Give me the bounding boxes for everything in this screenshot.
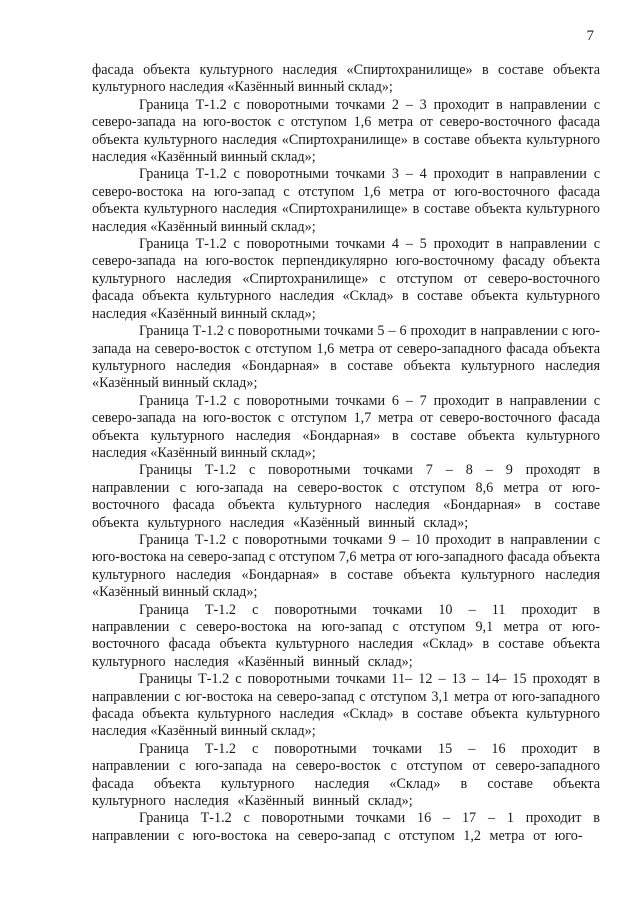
paragraph: Граница Т-1.2 с поворотными точками 15 – 16 проходит в направлении с юго-запада на северо-восток с отступом от северо-западного фасада объекта культурного наследия «Склад» в составе объекта культурного наследия «Казённый винный склад»; [92,740,600,810]
paragraph: фасада объекта культурного наследия «Спиртохранилище» в составе объекта культурного наследия «Казённый винный склад»; [92,62,600,96]
paragraph: Границы Т-1.2 с поворотными точками 11– 12 – 13 – 14– 15 проходят в направлении с юг-востока на северо-запад с отступом 3,1 метра от юго-западного фасада объекта культурного наследия «Склад» в составе объекта культурного наследия «Казённый винный склад»; [92,671,600,740]
page-number: 7 [586,28,594,44]
paragraph: Граница Т-1.2 с поворотными точками 6 – 7 проходит в направлении с северо-запада на юго-восток с отступом 1,7 метра от северо-восточного фасада объекта культурного наследия «Бондарная» в составе объекта культурного наследия «Казённый винный склад»; [92,392,600,461]
paragraph: Граница Т-1.2 с поворотными точками 5 – 6 проходит в направлении с юго-запада на северо-восток с отступом 1,6 метра от северо-западного фасада объекта культурного наследия «Бондарная» в составе объекта культурного наследия «Казённый винный склад»; [92,323,600,392]
paragraph: Граница Т-1.2 с поворотными точками 2 – 3 проходит в направлении с северо-запада на юго-восток с отступом 1,6 метра от северо-восточного фасада объекта культурного наследия «Спиртохранилище» в составе объекта культурного наследия «Казённый винный склад»; [92,96,600,166]
paragraph: Граница Т-1.2 с поворотными точками 9 – 10 проходит в направлении с юго-востока на северо-запад с отступом 7,6 метра от юго-западного фасада объекта культурного наследия «Бондарная» в составе объекта культурного наследия «Казённый винный склад»; [92,531,600,601]
document-body [92,62,600,845]
paragraph: Граница Т-1.2 с поворотными точками 4 – 5 проходит в направлении с северо-запада на юго-восток перпендикулярно юго-восточному фасаду объекта культурного наследия «Спиртохранилище» с отступом от северо-восточного фасада объекта культурного наследия «Склад» в составе объекта культурного наследия «Казённый винный склад»; [92,236,600,322]
paragraph: Граница Т-1.2 с поворотными точками 10 – 11 проходит в направлении с северо-востока на юго-запад с отступом 9,1 метра от юго-восточного фасада объекта культурного наследия «Склад» в составе объекта культурного наследия «Казённый винный склад»; [92,601,600,670]
paragraph: Граница Т-1.2 с поворотными точками 3 – 4 проходит в направлении с северо-востока на юго-запад с отступом 1,6 метра от юго-восточного фасада объекта культурного наследия «Спиртохранилище» в составе объекта культурного наследия «Казённый винный склад»; [92,166,600,235]
paragraph: Границы Т-1.2 с поворотными точками 7 – 8 – 9 проходят в направлении с юго-запада на северо-восток с отступом 8,6 метра от юго-восточного фасада объекта культурного наследия «Бондарная» в составе объекта культурного наследия «Казённый винный склад»; [92,462,600,531]
paragraph: Граница Т-1.2 с поворотными точками 16 – 17 – 1 проходит в направлении с юго-востока на северо-запад с отступом 1,2 метра от юго- [92,810,600,844]
